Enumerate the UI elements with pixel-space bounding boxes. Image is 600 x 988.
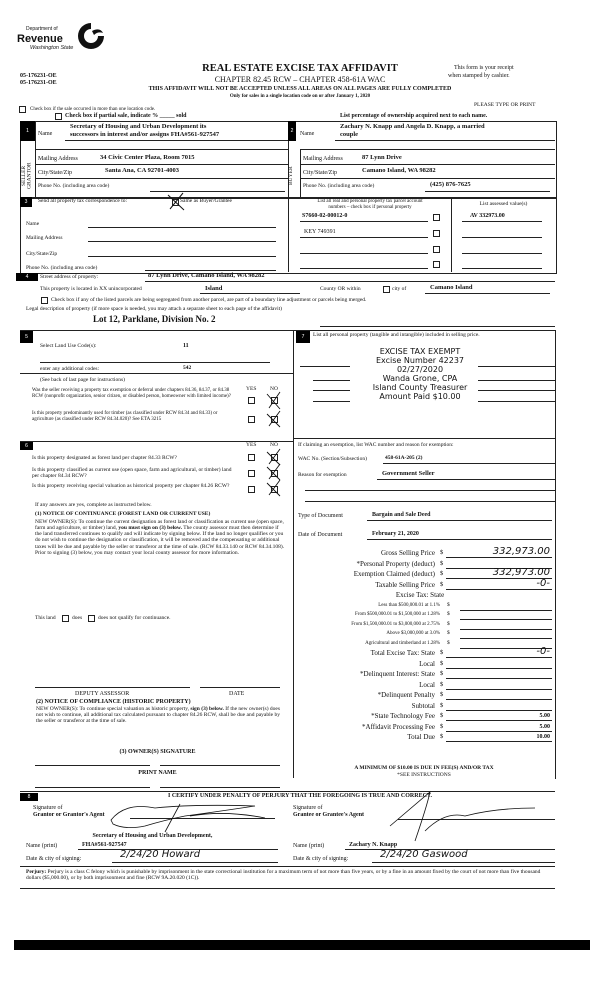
buyer-city-label: City/State/Zip (303, 170, 337, 176)
if-yes-note: If any answers are yes, complete as instructed below. (35, 502, 152, 508)
stamp-line: Excise Number 42237 (375, 356, 465, 365)
calc-line (446, 710, 552, 711)
buyer-name: couple (340, 131, 359, 138)
calc-line (446, 720, 552, 721)
partial-sale-checkbox[interactable] (55, 113, 62, 120)
land-use-question: Was the seller receiving a property tax exemption or deferral under chapters 84.36, 84.37, or 84.38 RCW (nonprofit organization, senior citizen, or disabled person, homeowner with limited income)? (32, 388, 231, 399)
multi-location-checkbox[interactable] (19, 106, 26, 113)
yes-header: YES (246, 442, 257, 448)
grantee-date-city[interactable]: 2/24/20 Gaswood (380, 849, 468, 860)
section-number-text: 1 (26, 128, 29, 134)
correspondence-section (20, 197, 557, 274)
calc-value[interactable]: 332,973.00 (492, 567, 550, 578)
section-number-text: 8 (27, 794, 31, 800)
buyer-side-label: BUYER (288, 166, 294, 186)
currency-symbol: $ (440, 680, 444, 688)
this-land-label: This land (35, 615, 56, 621)
calc-label: Exemption Claimed (deduct) (353, 570, 435, 578)
currency-symbol: $ (440, 559, 444, 567)
partial-sale-label: Check box if partial sale, indicate % _____ sold (65, 113, 187, 119)
calc-label: From $500,000.01 to $1,500,000 at 1.28% (355, 612, 440, 617)
deputy-assessor-label: DEPUTY ASSESSOR (75, 691, 130, 697)
see-instructions: *SEE INSTRUCTIONS (397, 772, 451, 778)
land-use-question: Is this property predominantly used for timber (as classified under RCW 84.34 and 84.33) or agriculture (as classified under RCW 84.34.020)? See ETA 3215 (32, 411, 218, 422)
city-of-label: city of (392, 286, 407, 292)
checkmark-x-icon (266, 410, 282, 428)
legal-label: Legal description of property (if more space is needed, you may attach a separate sheet to each page of the affidavit) (26, 306, 282, 312)
parcel-number[interactable]: KEY 749391 (304, 229, 336, 235)
dor-logo-mark-icon (76, 21, 106, 51)
minimum-note: A MINIMUM OF $10.00 IS DUE IN FEE(S) AND/OR TAX (354, 765, 494, 771)
calc-value[interactable]: 10.00 (536, 734, 550, 740)
calc-label: Total Excise Tax: State (370, 649, 435, 657)
currency-symbol: $ (447, 630, 450, 636)
yes-checkbox[interactable] (248, 397, 255, 404)
assessed-value[interactable]: AV 332973.00 (470, 213, 505, 219)
doc-type-label: Type of Document (298, 513, 343, 519)
does-label: does (72, 615, 83, 621)
legal-description[interactable]: Lot 12, Parklane, Division No. 2 (93, 314, 216, 324)
grantor-signature[interactable] (105, 796, 275, 836)
county-label: County OR within (320, 286, 361, 292)
doc-type[interactable]: Bargain and Sale Deed (372, 512, 431, 518)
no-header: NO (270, 386, 278, 392)
doc-id: 05-176231-OE (20, 73, 57, 79)
notice1-text (35, 519, 285, 556)
calc-line (446, 557, 552, 558)
seller-city[interactable]: Santa Ana, CA 92701-4003 (105, 167, 180, 174)
parcel-header: numbers – check box if personal property (328, 205, 412, 210)
grantee-name[interactable]: Zachary N. Knapp (349, 842, 398, 848)
form-subtitle: CHAPTER 82.45 RCW – CHAPTER 458-61A WAC (214, 75, 386, 84)
seller-name: successors in interest and/or assigns FHA#561-927547 (70, 131, 220, 138)
calc-label: Local (419, 680, 435, 689)
grantor-sig-label: Grantor or Grantor's Agent (33, 812, 105, 818)
calc-line (460, 638, 552, 639)
notice2-text-bold: sign (3) below. (190, 706, 224, 712)
yes-checkbox[interactable] (248, 416, 255, 423)
wac-number[interactable]: 458-61A-205 (2) (385, 455, 423, 461)
ownership-note: List percentage of ownership acquired next to each name. (340, 113, 488, 119)
same-as-buyer-label: Same as Buyer/Grantee (180, 198, 232, 204)
instructions-note: (See back of last page for instructions) (40, 377, 125, 383)
buyer-city[interactable]: Camano Island, WA 98282 (362, 167, 436, 174)
calc-label: Excise Tax: State (395, 591, 445, 599)
grantor-date-city[interactable]: 2/24/20 Howard (120, 849, 201, 860)
segregated-checkbox[interactable] (41, 297, 48, 304)
checkmark-x-icon (266, 479, 282, 497)
calc-value[interactable]: 5.00 (539, 723, 550, 730)
multi-location-label: Check box if the sale occurred in more than one location code. (30, 107, 156, 112)
segregated-label: Check box if any of the listed parcels are being segregated from another parcel, are part of a boundary line adjustment or parcels being merged. (51, 297, 367, 303)
yes-checkbox[interactable] (248, 470, 255, 477)
street-label: Street address of property: (40, 274, 99, 280)
perjury-notice (26, 869, 556, 881)
notice1-text-b: The county assessor must then determine if the land transferred continues to qualify and will indicate by signing below. If the land no longer qualifies or you do not wish to continue the designation or classification, it will be removed and the compensating or additional taxes will be due and payable by the seller or transferor at the time of sale. (RCW 84.33.140 or RCW 84.34.108). Prior to signing (3) below, you may contact your local county assessor for more information. (35, 525, 285, 556)
section-number-text: 2 (290, 128, 294, 134)
calc-label: Total Due (407, 733, 435, 741)
yes-header: YES (246, 386, 257, 392)
additional-codes-label: enter any additional codes: (40, 366, 100, 372)
does-checkbox[interactable] (62, 615, 69, 622)
calc-label: *Delinquent Penalty (377, 691, 435, 699)
section-number (20, 121, 35, 141)
doc-date[interactable]: February 21, 2020 (372, 531, 419, 537)
calc-line (446, 678, 552, 679)
grantee-sig-label: Grantee or Grantee's Agent (293, 812, 365, 818)
exemption-reason[interactable]: Government Seller (382, 470, 435, 477)
grantor-sig-label: Signature of (33, 805, 63, 811)
section-number (288, 121, 296, 141)
currency-symbol: $ (447, 601, 450, 608)
calc-value[interactable]: 5.00 (539, 713, 550, 719)
calc-label: Gross Selling Price (380, 549, 435, 557)
stamp-line: 02/27/2020 (396, 365, 444, 374)
buyer-name: Zachary N. Knapp and Angela D. Knapp, a married (340, 123, 485, 130)
currency-symbol: $ (440, 570, 444, 577)
wac-label: WAC No. (Section/Subsection) (298, 456, 367, 462)
corr-city-label: City/State/Zip (26, 251, 58, 257)
buyer-phone[interactable]: (425) 876-7625 (430, 181, 471, 188)
currency-symbol: $ (440, 701, 444, 709)
exemption-label: If claiming an exemption, list WAC number and reason for exemption: (298, 442, 454, 448)
notice1-title: (1) NOTICE OF CONTINUANCE (FOREST LAND OR CURRENT USE) (35, 511, 211, 517)
parcel-header: List all real and personal property tax parcel account (317, 199, 423, 204)
calc-value[interactable]: -0- (536, 577, 550, 589)
grantee-sig-label: Signature of (293, 805, 323, 811)
calc-label: Taxable Selling Price (375, 580, 435, 589)
currency-symbol: $ (440, 580, 444, 588)
county-value[interactable]: Island (205, 285, 223, 292)
doc-id: 05-176231-OE (20, 80, 57, 86)
stamp-line: EXCISE TAX EXEMPT (379, 347, 461, 356)
currency-symbol: $ (440, 712, 444, 719)
section-number (296, 331, 310, 343)
name-print-label: Name (print) (26, 843, 58, 849)
property-street[interactable]: 87 Lynn Drive, Camano Island, WA 98282 (148, 272, 265, 279)
notice2-text-b: If the new owner(s) does not wish to continue, all additional tax calculated pursuant to chapter 84.26 RCW, shall be due and payable by the seller or transferor at the time of sale. (36, 706, 280, 725)
currency-symbol: $ (447, 620, 450, 627)
calc-label: *Personal Property (deduct) (356, 559, 435, 568)
section-number-text: 3 (24, 199, 28, 205)
calc-label: Above $3,000,000 at 3.0% (386, 631, 440, 636)
section-number-text: 5 (25, 334, 28, 340)
calc-line (460, 629, 552, 630)
calc-line (446, 657, 552, 658)
personal-property-checkbox[interactable] (433, 214, 440, 221)
stamp-line: Wanda Grone, CPA (382, 374, 458, 383)
perjury-label: Perjury: (26, 869, 47, 875)
form-title: REAL ESTATE EXCISE TAX AFFIDAVIT (202, 63, 398, 74)
calc-label: From $1,500,000.01 to $3,000,000 at 2.75% (351, 621, 440, 627)
land-use-code[interactable]: 11 (183, 343, 189, 349)
grantee-signature[interactable] (385, 786, 555, 846)
doc-date-label: Date of Document (298, 532, 343, 538)
currency-symbol: $ (440, 649, 444, 656)
date-city-label: Date & city of signing: (26, 856, 82, 862)
section-number (20, 331, 33, 343)
currency-symbol: $ (447, 611, 450, 617)
section-number (20, 197, 32, 207)
additional-codes[interactable]: 542 (183, 365, 192, 371)
perjury-text: Perjury is a class C felony which is punishable by imprisonment in the state correctional institution for a maximum term of not more than five years, or by a fine in an amount fixed by the court of not more than five thousand dollars ($5,000.00), or by both imprisonment and fine (RCW 9A.20.020 (1C)). (26, 869, 541, 882)
page-bottom-bar (14, 940, 590, 950)
logo-line2: Revenue (17, 33, 63, 45)
currency-symbol: $ (440, 691, 444, 698)
currency-symbol: $ (440, 659, 444, 667)
calc-label: Agricultural and timberland at 1.28% (365, 640, 440, 646)
calc-label: *Delinquent Interest: State (359, 670, 435, 678)
calc-value[interactable]: -0- (536, 646, 550, 657)
does-not-label: does not qualify for continuance. (98, 615, 171, 621)
calc-line (460, 610, 552, 611)
calc-label: *State Technology Fee (371, 712, 435, 720)
please-type: PLEASE TYPE OR PRINT (474, 102, 536, 108)
calc-line (446, 741, 552, 742)
seller-name: Secretary of Housing and Urban Development its (70, 123, 207, 130)
section-number (20, 442, 33, 450)
grantor-name-line1: Secretary of Housing and Urban Development, (92, 833, 213, 839)
name-print-label: Name (print) (293, 843, 325, 849)
stamp-line: Island County Treasurer (372, 383, 468, 392)
seller-name-label: Name (38, 131, 53, 137)
calc-label: Local (419, 659, 435, 668)
date-label: DATE (229, 691, 245, 697)
calc-label: Less than $500,000.01 at 1.1% (378, 602, 440, 608)
receipt-note: when stamped by cashier. (448, 73, 510, 79)
personal-property-checkbox[interactable] (433, 246, 440, 253)
located-label: This property is located in XX unincorporated (40, 286, 142, 292)
seller-mailing[interactable]: 34 Civic Center Plaza, Room 7015 (100, 154, 195, 161)
calc-line (446, 668, 552, 669)
notice1-text-bold: you must sign on (3) below. (118, 525, 182, 532)
notice1-text-a: NEW OWNER(S): To continue the current designation as forest land or classification as current use (open space, farm and agriculture, or timber) land, (35, 519, 284, 532)
currency-symbol: $ (447, 639, 450, 646)
seller-mailing-label: Mailing Address (38, 156, 78, 162)
buyer-phone-label: Phone No. (including area code) (303, 183, 375, 189)
seller-city-label: City/State/Zip (38, 170, 72, 176)
correspondence-label: Send all property tax correspondence to: (38, 198, 128, 204)
currency-symbol: $ (440, 670, 444, 677)
personal-property-checkbox[interactable] (433, 230, 440, 237)
notice2-text-a: NEW OWNER(S): To continue special valuation as historic property, (36, 706, 189, 712)
stamp-line: Amount Paid $10.00 (379, 392, 461, 401)
does-not-checkbox[interactable] (88, 615, 95, 622)
calc-line (446, 689, 552, 690)
checkmark-x-icon (266, 390, 282, 410)
section-number-text: 4 (25, 274, 29, 280)
calc-line (446, 731, 552, 732)
logo-line3: Washington State (30, 45, 74, 51)
calc-line (460, 619, 552, 620)
grantor-name[interactable]: FHA#561-927547 (82, 842, 127, 848)
buyer-mailing[interactable]: 87 Lynn Drive (362, 154, 402, 161)
form-note: Only for sales in a single location code on or after January 1, 2020 (229, 94, 371, 99)
buyer-mailing-label: Mailing Address (303, 156, 343, 162)
currency-symbol: $ (440, 549, 444, 556)
calc-line (446, 589, 552, 590)
city-checkbox[interactable] (383, 286, 390, 293)
owner-signature-label: (3) OWNER(S) SIGNATURE (119, 749, 196, 755)
section6-question: Is this property receiving special valuation as historical property per chapter 84.26 RCW? (32, 483, 230, 489)
calc-label: Subtotal (411, 701, 435, 710)
parcel-number[interactable]: S7660-02-00012-0 (302, 213, 348, 219)
yes-checkbox[interactable] (248, 486, 255, 493)
section-number (20, 793, 38, 801)
assessed-header: List assessed value(s) (479, 201, 528, 207)
personal-property-checkbox[interactable] (433, 261, 440, 268)
date-city-label: Date & city of signing: (293, 856, 349, 862)
notice2-title: (2) NOTICE OF COMPLIANCE (HISTORIC PROPERTY) (36, 699, 191, 705)
calc-line (446, 699, 552, 700)
print-name-label: PRINT NAME (138, 770, 177, 776)
no-header: NO (270, 442, 278, 448)
reason-label: Reason for exemption (298, 472, 347, 478)
section-number (16, 273, 38, 281)
buyer-name-label: Name (300, 131, 315, 137)
section-number-text: 6 (25, 443, 28, 449)
section6-question: Is this property designated as forest land per chapter 84.33 RCW? (32, 455, 177, 461)
city-of-value[interactable]: Camano Island (430, 284, 473, 291)
section-number-text: 7 (301, 334, 305, 340)
land-use-label: Select Land Use Code(s): (40, 343, 97, 349)
calc-value[interactable]: 332,973.00 (492, 546, 550, 557)
logo-line1: Department of (26, 26, 58, 32)
currency-symbol: $ (440, 722, 444, 730)
form-warning: THIS AFFIDAVIT WILL NOT BE ACCEPTED UNLESS ALL AREAS ON ALL PAGES ARE FULLY COMPLETED (148, 86, 452, 92)
receipt-note: This form is your receipt (454, 65, 514, 71)
seller-phone-label: Phone No. (including area code) (38, 183, 110, 189)
personal-property-label: List all personal property (tangible and intangible) included in selling price. (313, 332, 480, 338)
yes-checkbox[interactable] (248, 454, 255, 461)
seller-side-label: SELLER GRANTOR (21, 162, 33, 190)
currency-symbol: $ (440, 733, 444, 740)
notice2-text (36, 706, 280, 724)
calc-label: *Affidavit Processing Fee (362, 722, 435, 731)
certification-statement: I CERTIFY UNDER PENALTY OF PERJURY THAT THE FOREGOING IS TRUE AND CORRECT. (167, 793, 432, 799)
corr-name-label: Name (26, 221, 40, 227)
section6-question: Is this property classified as current use (open space, farm and agricultural, or timber) land per chapter 84.34 RCW? (32, 467, 232, 480)
corr-phone-label: Phone No. (including area code) (26, 265, 98, 271)
corr-mailing-label: Mailing Address (26, 235, 63, 241)
